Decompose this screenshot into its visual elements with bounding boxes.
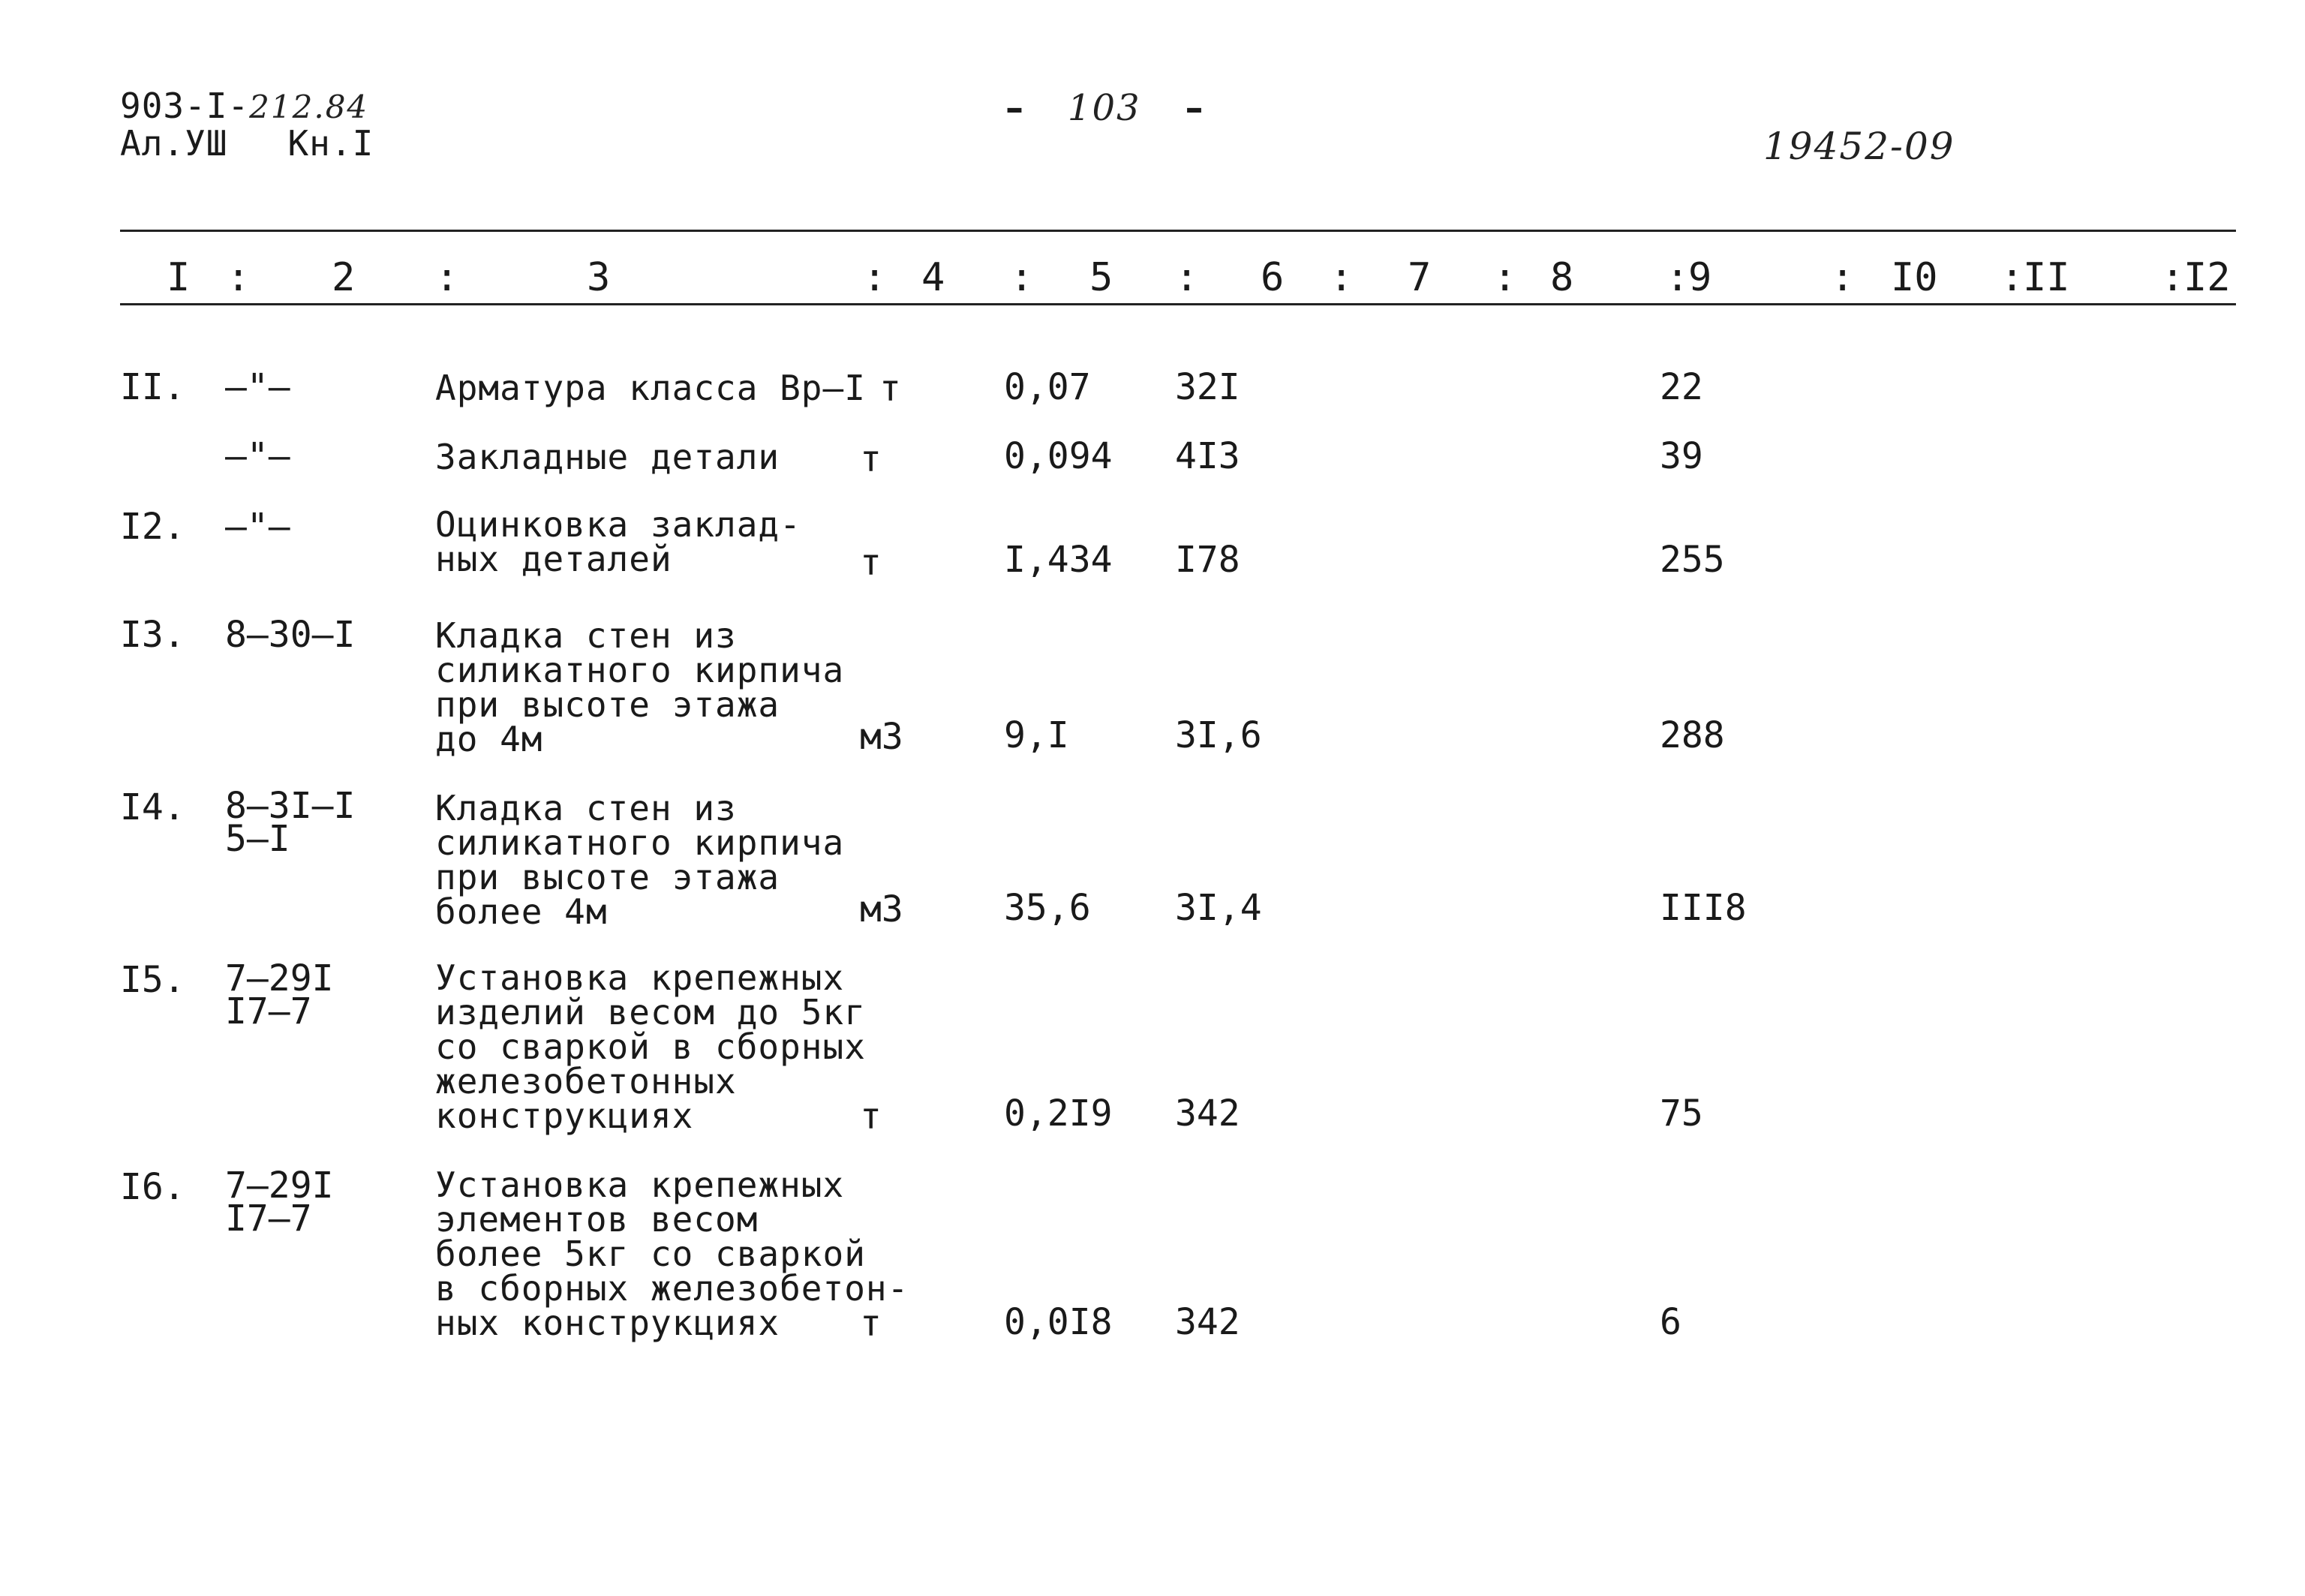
row-13-num: I3. — [120, 614, 185, 656]
row-14-code: 8–3I–I 5–I — [225, 785, 356, 860]
row-11-qty: 0,07 — [1004, 366, 1091, 408]
col-sep-5: : — [1175, 255, 1199, 300]
row-16-unit: т — [860, 1303, 882, 1345]
row-15-price: 342 — [1175, 1093, 1240, 1135]
row-13-qty: 9,I — [1004, 714, 1069, 756]
col-head-5: 5 — [1089, 255, 1113, 300]
row-11-num: II. — [120, 366, 185, 408]
doc-code-typed: 903-I- — [120, 86, 250, 126]
doc-code-handwritten: 212.84 — [249, 89, 369, 125]
col-sep-2: : — [435, 255, 459, 300]
row-12-num: I2. — [120, 506, 185, 548]
page-dash-left: – — [1005, 87, 1023, 129]
row-11-unit: т — [879, 368, 901, 410]
col-sep-4: : — [1010, 255, 1034, 300]
row-11b-price: 4I3 — [1175, 435, 1240, 477]
row-15-code: 7–29I I7–7 — [225, 957, 334, 1032]
row-14-qty: 35,6 — [1004, 887, 1091, 929]
row-12-code: –"– — [225, 506, 290, 548]
col-head-10: I0 — [1891, 255, 1938, 300]
row-15-unit: т — [860, 1096, 882, 1138]
col-head-1: I — [167, 255, 191, 300]
row-13-unit: м3 — [860, 716, 903, 758]
row-13-code: 8–30–I — [225, 614, 356, 656]
col-head-8: 8 — [1550, 255, 1574, 300]
col-head-2: 2 — [332, 255, 356, 300]
col-sep-11: : — [2161, 255, 2185, 300]
row-12-price: I78 — [1175, 539, 1240, 581]
col-sep-6: : — [1330, 255, 1354, 300]
row-15-num: I5. — [120, 959, 185, 1001]
row-11b-total: 39 — [1660, 435, 1703, 477]
col-head-4: 4 — [921, 255, 945, 300]
row-11-desc: Арматура класса Вр–I — [435, 368, 866, 408]
col-sep-9: : — [1831, 255, 1855, 300]
row-11-price: 32I — [1175, 366, 1240, 408]
col-head-12: I2 — [2183, 255, 2231, 300]
album-label: Ал.УШ — [120, 123, 228, 164]
row-13-desc: Кладка стен из силикатного кирпича при высоте этажа до 4м — [435, 615, 845, 759]
col-sep-8: : — [1666, 255, 1690, 300]
page-number-block — [1005, 87, 1203, 129]
row-16-price: 342 — [1175, 1301, 1240, 1343]
row-12-total: 255 — [1660, 539, 1725, 581]
row-11b-unit: т — [860, 438, 882, 480]
col-head-6: 6 — [1261, 255, 1285, 300]
row-16-num: I6. — [120, 1166, 185, 1208]
row-14-desc: Кладка стен из силикатного кирпича при высоте этажа более 4м — [435, 788, 845, 932]
row-12-unit: т — [860, 542, 882, 584]
row-11b-desc: Закладные детали — [435, 437, 780, 477]
col-sep-1: : — [227, 255, 251, 300]
col-sep-10: : — [2000, 255, 2024, 300]
col-head-11: II — [2023, 255, 2070, 300]
row-11b-qty: 0,094 — [1004, 435, 1113, 477]
col-head-9: 9 — [1688, 255, 1712, 300]
col-head-7: 7 — [1408, 255, 1432, 300]
row-15-qty: 0,2I9 — [1004, 1093, 1113, 1135]
row-15-desc: Установка крепежных изделий весом до 5кг со сваркой в сборных железобетонных конструкциях — [435, 957, 866, 1136]
col-head-3: 3 — [587, 255, 611, 300]
header-top-rule — [120, 230, 2236, 232]
archive-number: 19452-09 — [1763, 125, 1955, 168]
col-sep-3: : — [863, 255, 887, 300]
row-16-code: 7–29I I7–7 — [225, 1165, 334, 1240]
header-bottom-rule — [120, 303, 2236, 305]
row-11b-code: –"– — [225, 435, 290, 477]
row-14-num: I4. — [120, 786, 185, 828]
doc-code — [120, 86, 369, 126]
row-11-code: –"– — [225, 366, 290, 408]
book-label: Кн.I — [287, 123, 374, 164]
row-16-desc: Установка крепежных элементов весом более 5кг со сваркой в сборных железобетон- ных конструкциях — [435, 1165, 909, 1343]
row-14-price: 3I,4 — [1175, 887, 1262, 929]
album-book — [120, 123, 374, 164]
page-dash-right: – — [1185, 87, 1204, 129]
row-11-total: 22 — [1660, 366, 1703, 408]
row-15-total: 75 — [1660, 1093, 1703, 1135]
row-13-price: 3I,6 — [1175, 714, 1262, 756]
row-16-qty: 0,0I8 — [1004, 1301, 1113, 1343]
row-13-total: 288 — [1660, 714, 1725, 756]
row-14-total: III8 — [1660, 887, 1747, 929]
row-16-total: 6 — [1660, 1301, 1681, 1343]
row-12-desc: Оцинковка заклад- ных деталей — [435, 504, 801, 579]
col-sep-7: : — [1493, 255, 1517, 300]
row-12-qty: I,434 — [1004, 539, 1113, 581]
page-number: 103 — [1067, 87, 1141, 129]
row-14-unit: м3 — [860, 888, 903, 930]
